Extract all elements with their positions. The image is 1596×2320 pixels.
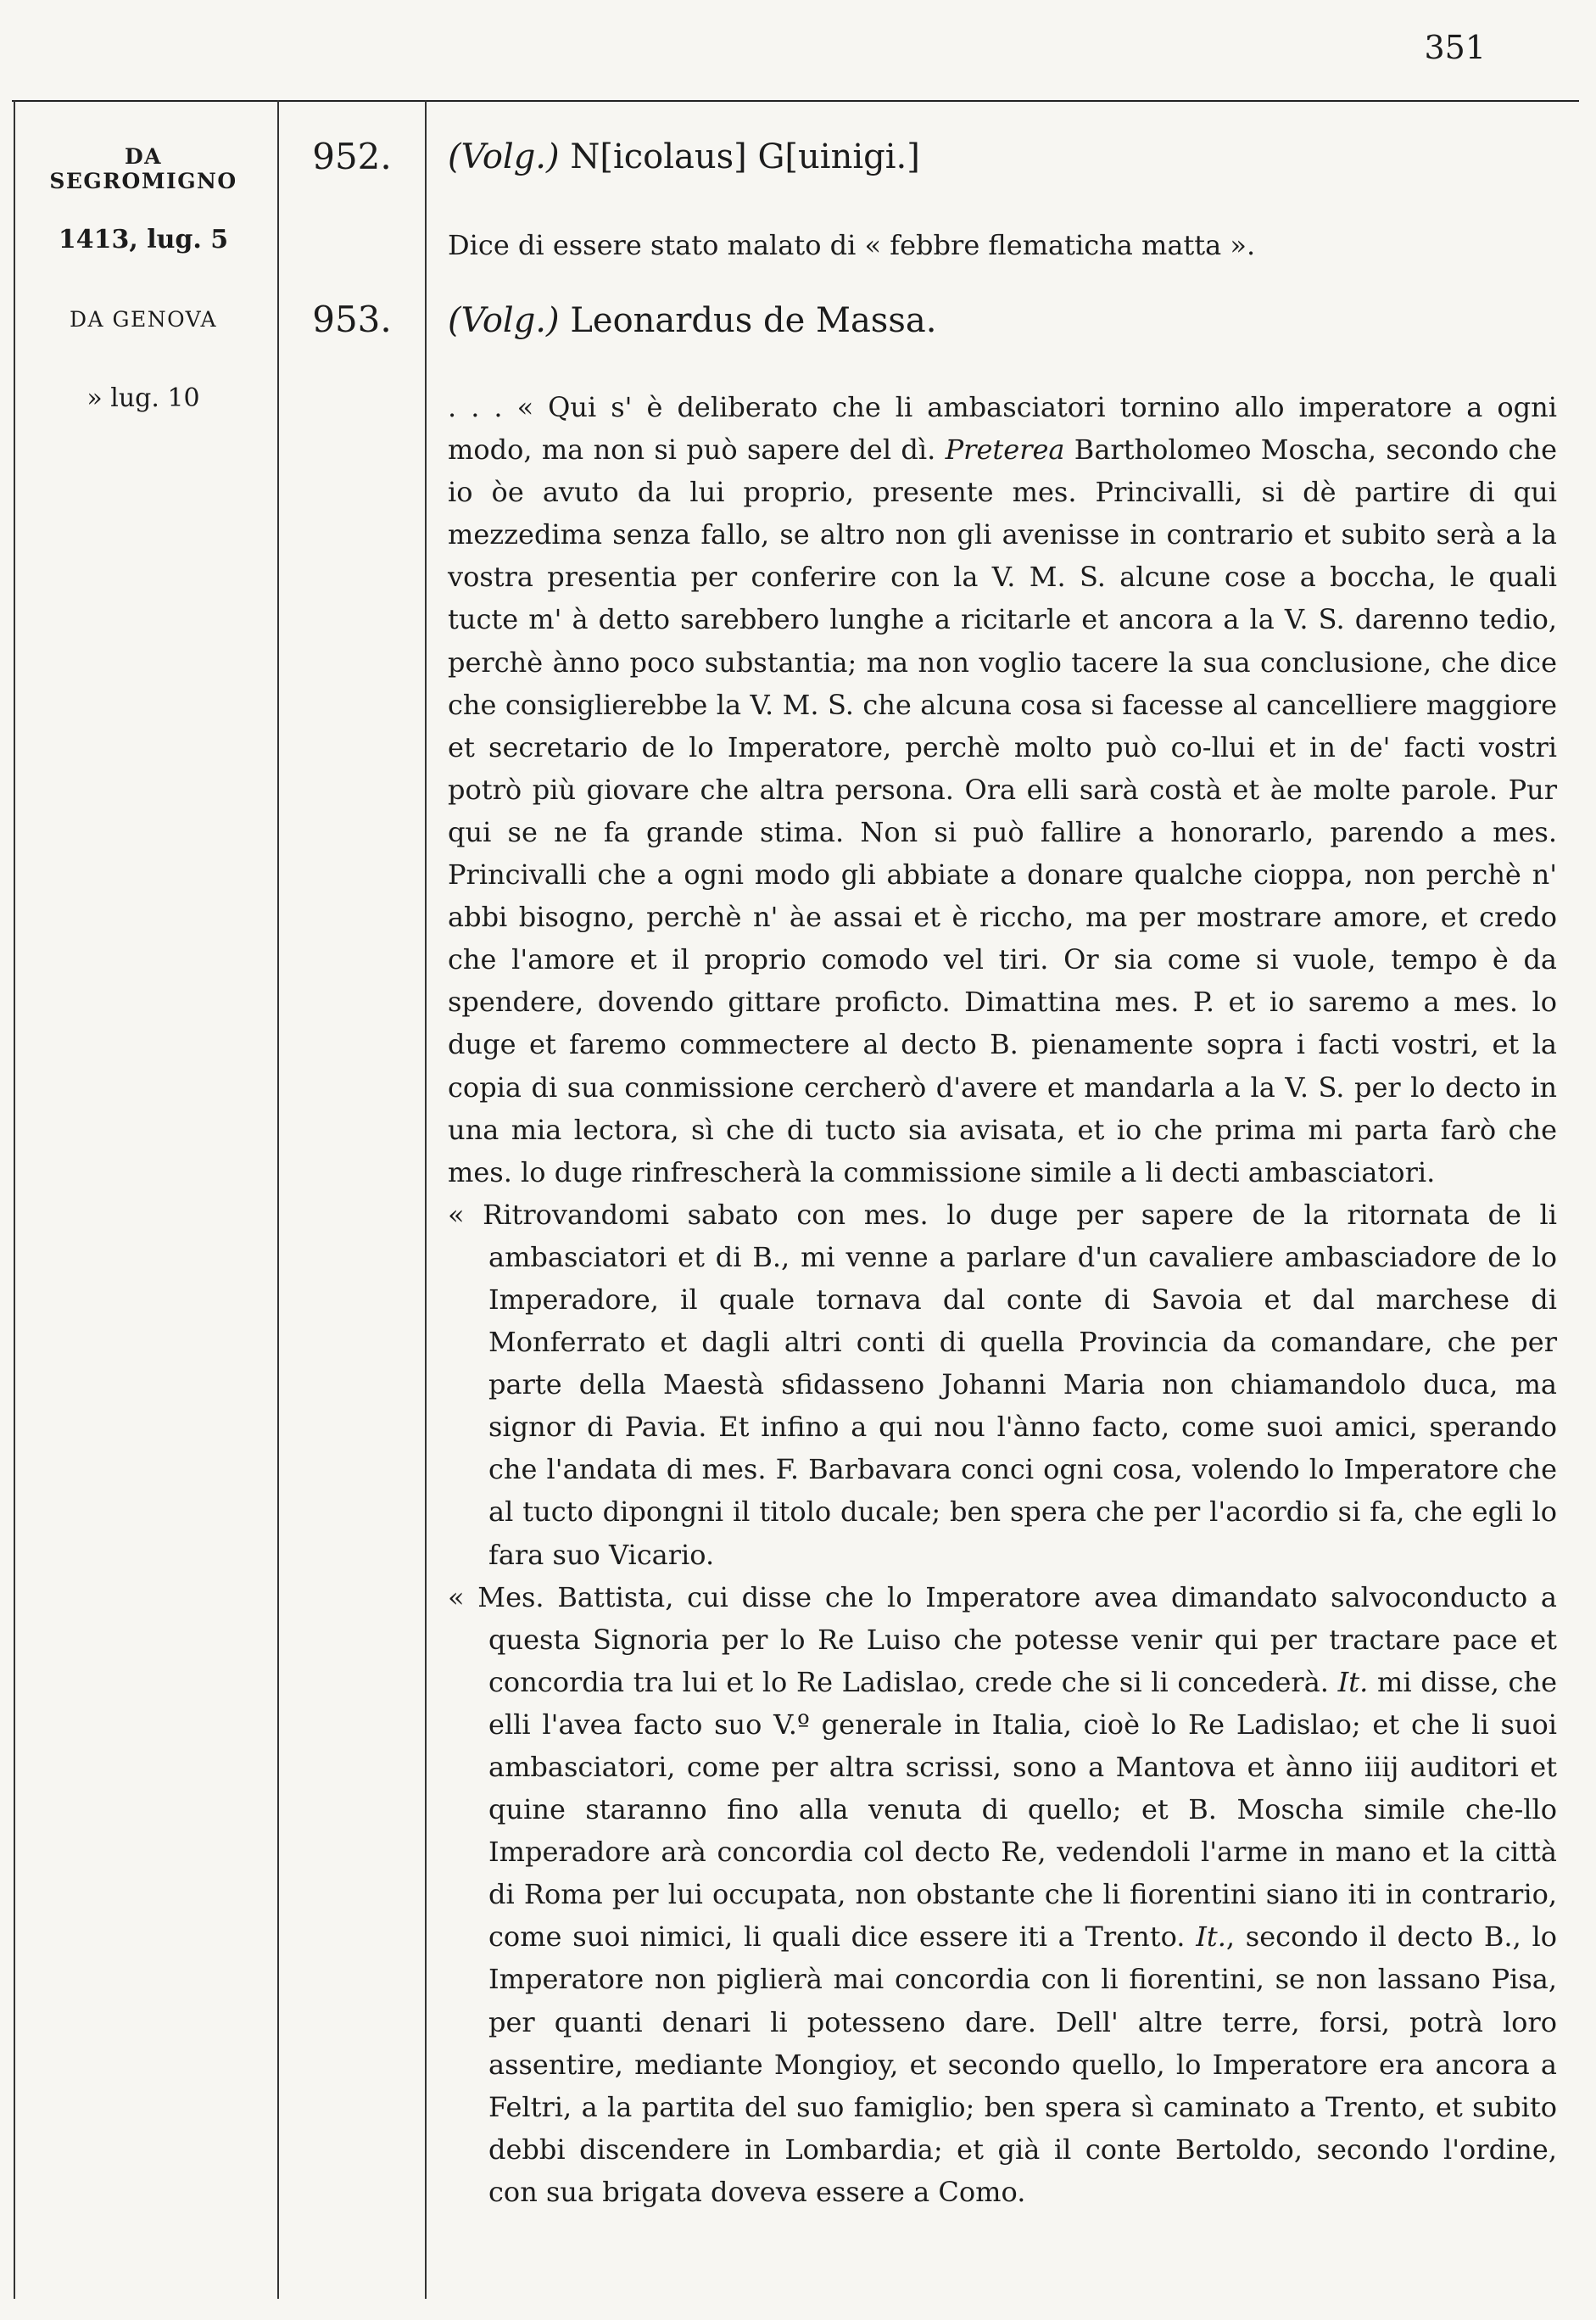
heading-name: N[icolaus] G[uinigi.]	[570, 137, 920, 176]
italic-run: It.	[1196, 1920, 1226, 1954]
italic-run: Preterea	[945, 433, 1065, 467]
paragraph-1	[448, 386, 1557, 1194]
entry-952-date: 1413, lug. 5	[58, 225, 229, 254]
entry-953-heading	[448, 301, 1550, 340]
entry-953-place: DA GENOVA	[69, 307, 218, 332]
text-run: . . . « Qui s' è deliberato che li ambasciatori tornino allo imperatore a ogni modo, ma non si può sapere del dì.	[448, 391, 1557, 467]
paragraph-2: « Ritrovandomi sabato con mes. lo duge per sapere de la ritornata de li ambasciatori et di B., mi venne a parlare d'un cavaliere ambasciadore de lo Imperadore, il quale tornava dal conte di Savoia et dal marchese di Monferrato et dagli altri conti di quella Provincia da comandare, che per parte della Maestà sfidasseno Johanni Maria non chiamandolo duca, ma signor di Pavia. Et infino a qui nou l'ànno facto, come suoi amici, sperando che l'andata di mes. F. Barbavara conci ogni cosa, volendo lo Imperatore che al tucto dipongni il titolo ducale; ben spera che per l'acordio si fa, che egli lo fara suo Vicario.	[448, 1198, 1557, 1571]
entry-952-number: 952.	[312, 136, 392, 177]
letter-text	[448, 386, 1557, 2213]
text-run: Bartholomeo Moscha, secondo che io òe avuto da lui proprio, presente mes. Princivalli, si dè partire di qui mezzedima senza fallo, se altro non gli avenisse in contrario et subito serà a la vostra presentia per conferire con la V. M. S. alcune cose a boccha, le quali tucte m' à detto sarebbero lunghe a ricitarle et ancora a la V. S. darenno tedio, perchè ànno poco substantia; ma non voglio tacere la sua conclusione, che dice che consiglierebbe la V. M. S. che alcuna cosa si facesse al cancelliere maggiore et secretario de lo Imperatore, perchè molto può co-llui et in de' facti vostri potrò più giovare che altra persona. Ora elli sarà costà et àe molte parole. Pur qui se ne fa grande stima. Non si può fallire a honorarlo, parendo a mes. Princivalli che a ogni modo gli abbiate a donare qualche cioppa, non perchè n' abbi bisogno, perchè n' àe assai et è riccho, ma per mostrare amore, et credo che l'amore et il proprio comodo vel tiri. Or sia come si vuole, tempo è da spendere, dovendo gittare proficto. Dimattina mes. P. et io saremo a mes. lo duge et faremo commectere al decto B. pienamente sopra i facti vostri, et la copia di sua conmissione cercherò d'avere et mandarla a la V. S. per lo decto in una mia lectora, sì che di tucto sia avisata, et io che prima mi parta farò che mes. lo duge rinfrescherà la commissione simile a li decti ambasciatori.	[448, 433, 1558, 1188]
heading-prefix: (Volg.)	[448, 301, 560, 340]
page-number: 351	[1424, 29, 1486, 66]
paragraph-3	[448, 1576, 1557, 2213]
entry-952-place: DA SEGROMIGNO	[49, 144, 237, 193]
entry-953-date: » lug. 10	[86, 383, 200, 413]
heading-prefix: (Volg.)	[448, 137, 560, 176]
column-divider-left	[14, 100, 15, 2299]
text-run: , secondo il decto B., lo Imperatore non piglierà mai concordia con li fiorentini, se non lassano Pisa, per quanti denari li potesseno dare. Dell' altre terre, forsi, potrà loro assentire, mediante Mongioy, et secondo quello, lo Imperatore era ancora a Feltri, a la partita del suo famiglio; ben spera sì caminato a Trento, et subito debbi discendere in Lombardia; et già il conte Bertoldo, secondo l'ordine, con sua brigata doveva essere a Como.	[488, 1920, 1558, 2208]
text-run: mi disse, che elli l'avea facto suo V.º generale in Italia, cioè lo Re Ladislao; et che li suoi ambasciatori, come per altra scrissi, sono a Mantova et ànno iiij auditori et quine staranno fino alla venuta di quello; et B. Moscha simile che-llo Imperadore arà concordia col decto Re, vedendoli l'arme in mano et la città di Roma per lui occupata, non obstante che li fiorentini siano iti in contrario, come suoi nimici, li quali dice essere iti a Trento.	[488, 1665, 1558, 1954]
text-run: « Mes. Battista, cui disse che lo Imperatore avea dimandato salvoconducto a questa Signoria per lo Re Luiso che potesse venir qui per tractare pace et concordia tra lui et lo Re Ladislao, crede che si li concederà.	[448, 1580, 1557, 1698]
entry-953-number: 953.	[312, 299, 392, 340]
column-divider-middle	[277, 100, 279, 2299]
italic-run: It.	[1337, 1665, 1369, 1698]
entry-952-heading	[448, 137, 1550, 176]
column-divider-right	[425, 100, 427, 2299]
top-rule	[12, 100, 1579, 102]
heading-name: Leonardus de Massa.	[570, 301, 937, 340]
entry-952-summary: Dice di essere stato malato di « febbre flematicha matta ».	[448, 229, 1256, 261]
